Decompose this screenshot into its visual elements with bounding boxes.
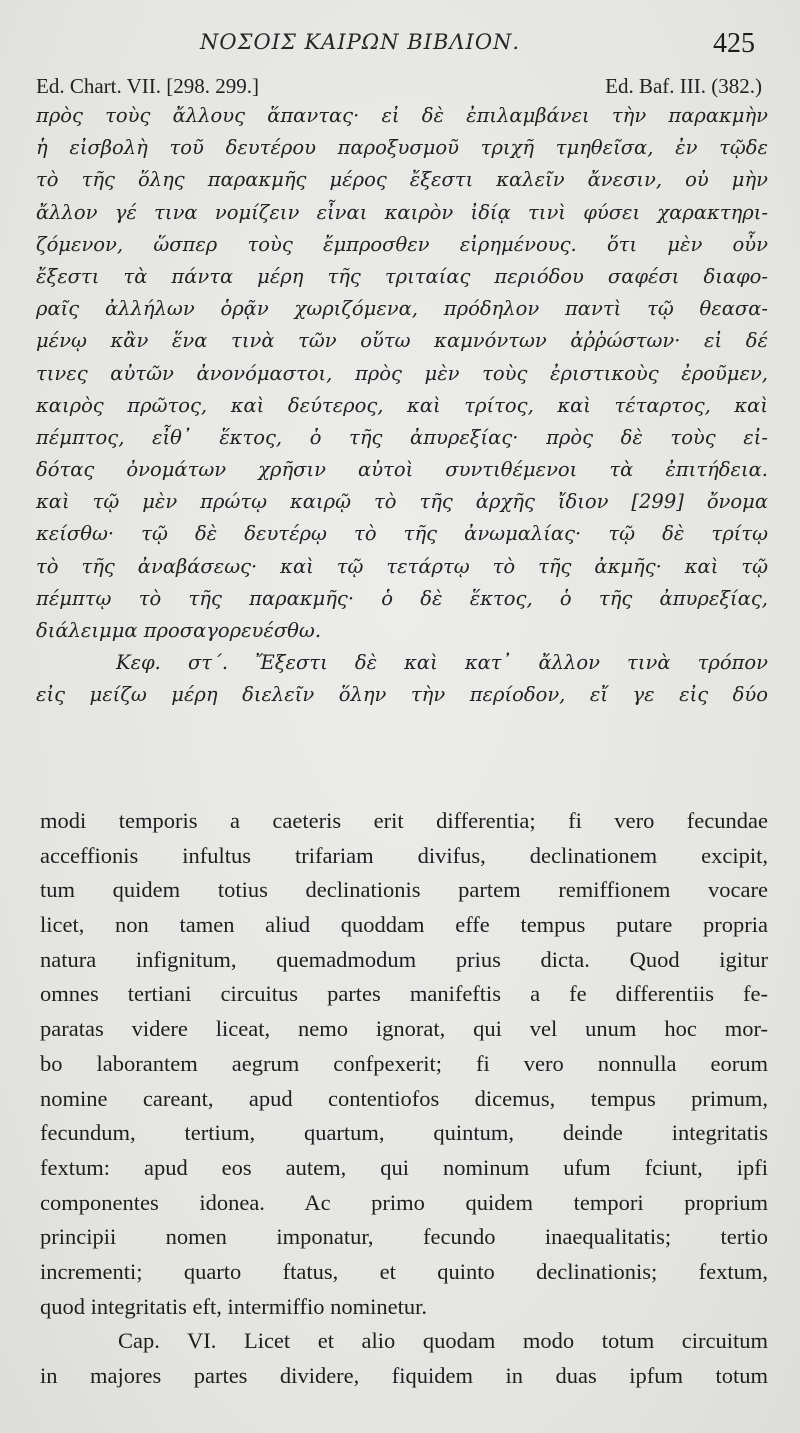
running-head xyxy=(0,26,800,66)
greek-chapter-heading-line: Κεφ. στ´. Ἔξεστι δὲ καὶ κατ᾽ ἄλλον τινὰ τρόπον xyxy=(116,651,768,675)
greek-line: μένῳ κἂν ἕνα τινὰ τῶν οὕτω καμνόντων ἀῤῥώστων· εἰ δέ xyxy=(36,329,768,353)
latin-line: bo laborantem aegrum confpexerit; fi vero nonnulla eorum xyxy=(40,1050,768,1076)
latin-line: fextum: apud eos autem, qui nominum ufum fciunt, ipfi xyxy=(40,1154,768,1180)
latin-line: fecundum, tertium, quartum, quintum, deinde integritatis xyxy=(40,1120,768,1146)
greek-line: ραῖς ἀλλήλων ὁρᾷν χωριζόμενα, πρόδηλον παντὶ τῷ θεασα- xyxy=(36,297,768,321)
greek-line: καὶ τῷ μὲν πρώτῳ καιρῷ τὸ τῆς ἀρχῆς ἴδιον [299] ὄνομα xyxy=(36,490,768,514)
latin-line: acceffionis infultus trifariam divifus, declinationem excipit, xyxy=(40,842,768,868)
running-title: ΝΟΣΟΙΣ ΚΑΙΡΩΝ ΒΙΒΛΙΟΝ. xyxy=(200,30,521,54)
latin-text-block xyxy=(40,804,768,1394)
greek-line: τινες αὐτῶν ἀνονόμαστοι, πρὸς μὲν τοὺς ἐριστικοὺς ἐροῦμεν, xyxy=(36,361,768,385)
latin-line: licet, non tamen aliud quoddam effe tempus putare propria xyxy=(40,912,768,938)
greek-line: τὸ τῆς ἀναβάσεως· καὶ τῷ τετάρτῳ τὸ τῆς ἀκμῆς· καὶ τῷ xyxy=(36,554,768,578)
latin-line: paratas videre liceat, nemo ignorat, qui vel unum hoc mor- xyxy=(40,1016,768,1042)
edition-chartier: Ed. Chart. VII. [298. 299.] xyxy=(36,74,259,98)
latin-line: tum quidem totius declinationis partem remiffionem vocare xyxy=(40,877,768,903)
page-number: 425 xyxy=(713,28,755,59)
latin-line: modi temporis a caeteris erit differentia; fi vero fecundae xyxy=(40,808,768,833)
greek-line: ἔξεστι τὰ πάντα μέρη τῆς τριταίας περιόδου σαφέσι διαφο- xyxy=(36,264,768,288)
latin-line: natura infignitum, quemadmodum prius dicta. Quod igitur xyxy=(40,946,768,972)
greek-line: δότας ὀνομάτων χρῆσιν αὐτοὶ συντιθέμενοι τὰ ἐπιτήδεια. xyxy=(36,458,768,482)
greek-line: εἰς μείζω μέρη διελεῖν ὅλην τὴν περίοδον, εἴ γε εἰς δύο xyxy=(36,683,768,707)
latin-line: nomine careant, apud contentiofos dicemus, tempus primum, xyxy=(40,1085,768,1111)
greek-line: καιρὸς πρῶτος, καὶ δεύτερος, καὶ τρίτος, καὶ τέταρτος, καὶ xyxy=(36,393,768,417)
latin-line: in majores partes dividere, fiquidem in duas ipfum totum xyxy=(40,1363,768,1388)
greek-line: πέμπτῳ τὸ τῆς παρακμῆς· ὁ δὲ ἕκτος, ὁ τῆς ἀπυρεξίας, xyxy=(36,586,768,610)
edition-basel: Ed. Baf. III. (382.) xyxy=(605,74,762,98)
latin-chapter-heading-line: Cap. VI. Licet et alio quodam modo totum circuitum xyxy=(118,1328,768,1354)
greek-line: διάλειμμα προσαγορευέσθω. xyxy=(36,619,322,642)
latin-line: incrementi; quarto ftatus, et quinto declinationis; fextum, xyxy=(40,1258,768,1284)
greek-line: ἄλλον γέ τινα νομίζειν εἶναι καιρὸν ἰδίᾳ τινὶ φύσει χαρακτηρι- xyxy=(36,200,768,224)
latin-line: principii nomen imponatur, fecundo inaequalitatis; tertio xyxy=(40,1224,768,1250)
greek-line: κείσθω· τῷ δὲ δευτέρῳ τὸ τῆς ἀνωμαλίας· τῷ δὲ τρίτῳ xyxy=(36,522,768,546)
greek-line: πέμπτος, εἶθ᾽ ἕκτος, ὁ τῆς ἀπυρεξίας· πρὸς δὲ τοὺς εἰ- xyxy=(36,425,768,449)
greek-line: ἡ εἰσβολὴ τοῦ δευτέρου παροξυσμοῦ τριχῆ τμηθεῖσα, ἐν τῷδε xyxy=(36,136,768,160)
latin-line: omnes tertiani circuitus partes manifeftis a fe differentiis fe- xyxy=(40,981,768,1007)
greek-line: ζόμενον, ὥσπερ τοὺς ἔμπροσθεν εἰρημένους. ὅτι μὲν οὖν xyxy=(36,232,768,256)
latin-line: componentes idonea. Ac primo quidem tempori proprium xyxy=(40,1189,768,1215)
latin-line: quod integritatis eft, intermiffio nominetur. xyxy=(40,1293,428,1319)
greek-text-block xyxy=(36,100,768,712)
greek-line: τὸ τῆς ὅλης παρακμῆς μέρος ἔξεστι καλεῖν ἄνεσιν, οὐ μὴν xyxy=(36,168,768,192)
greek-line: πρὸς τοὺς ἄλλους ἅπαντας· εἰ δὲ ἐπιλαμβάνει τὴν παρακμὴν xyxy=(36,104,768,127)
